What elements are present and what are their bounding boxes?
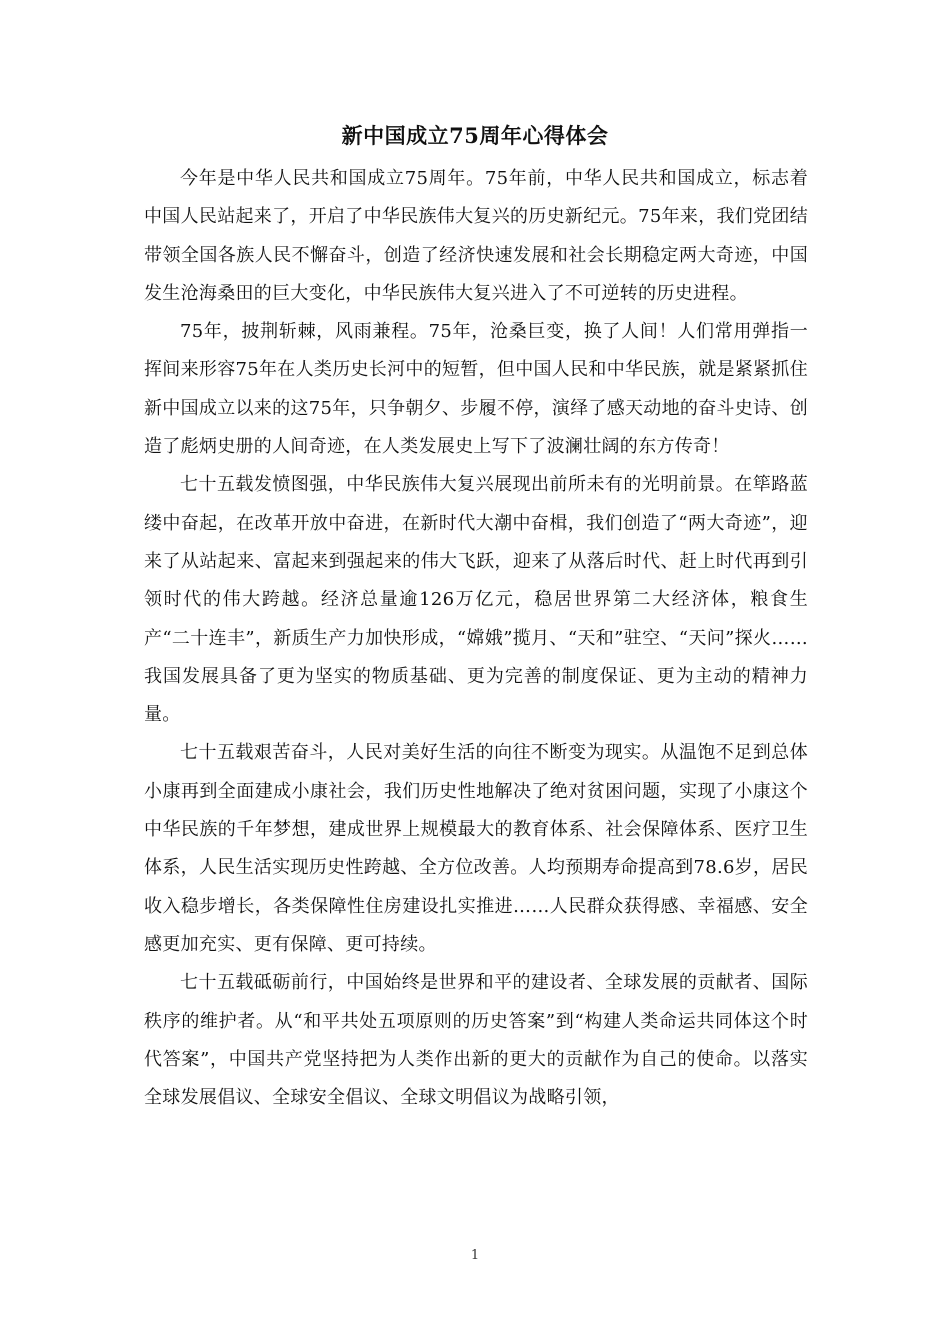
paragraph: 七十五载发愤图强，中华民族伟大复兴展现出前所未有的光明前景。在筚路蓝缕中奋起，在改革开放中奋进，在新时代大潮中奋楫，我们创造了“两大奇迹”，迎来了从站起来、富起来到强起来的伟大飞跃，迎来了从落后时代、赶上时代再到引领时代的伟大跨越。经济总量逾126万亿元，稳居世界第二大经济体，粮食生产“二十连丰”，新质生产力加快形成，“嫦娥”揽月、“天和”驻空、“天问”探火……我国发展具备了更为坚实的物质基础、更为完善的制度保证、更为主动的精神力量。	[144, 474, 808, 726]
paragraph: 今年是中华人民共和国成立75周年。75年前，中华人民共和国成立，标志着中国人民站起来了，开启了中华民族伟大复兴的历史新纪元。75年来，我们党团结带领全国各族人民不懈奋斗，创造了经济快速发展和社会长期稳定两大奇迹，中国发生沧海桑田的巨大变化，中华民族伟大复兴进入了不可逆转的历史进程。	[144, 168, 809, 304]
paragraph: 七十五载艰苦奋斗，人民对美好生活的向往不断变为现实。从温饱不足到总体小康再到全面建成小康社会，我们历史性地解决了绝对贫困问题，实现了小康这个中华民族的千年梦想，建成世界上规模最大的教育体系、社会保障体系、医疗卫生体系，人民生活实现历史性跨越、全方位改善。人均预期寿命提高到78.6岁，居民收入稳步增长，各类保障性住房建设扎实推进……人民群众获得感、幸福感、安全感更加充实、更有保障、更可持续。	[144, 742, 808, 955]
paragraph: 75年，披荆斩棘，风雨兼程。75年，沧桑巨变，换了人间！人们常用弹指一挥间来形容75年在人类历史长河中的短暂，但中国人民和中华民族，就是紧紧抓住新中国成立以来的这75年，只争朝夕、步履不停，演绎了感天动地的奋斗史诗、创造了彪炳史册的人间奇迹，在人类发展史上写下了波澜壮阔的东方传奇！	[144, 321, 809, 458]
document-body	[144, 160, 808, 1117]
paragraph: 七十五载砥砺前行，中国始终是世界和平的建设者、全球发展的贡献者、国际秩序的维护者。从“和平共处五项原则的历史答案”到“构建人类命运共同体这个时代答案”，中国共产党坚持把为人类作出新的更大的贡献作为自己的使命。以落实全球发展倡议、全球安全倡议、全球文明倡议为战略引领，	[144, 972, 808, 1109]
page-number: 1	[470, 1248, 480, 1263]
document-title: 新中国成立75周年心得体会	[341, 123, 609, 148]
